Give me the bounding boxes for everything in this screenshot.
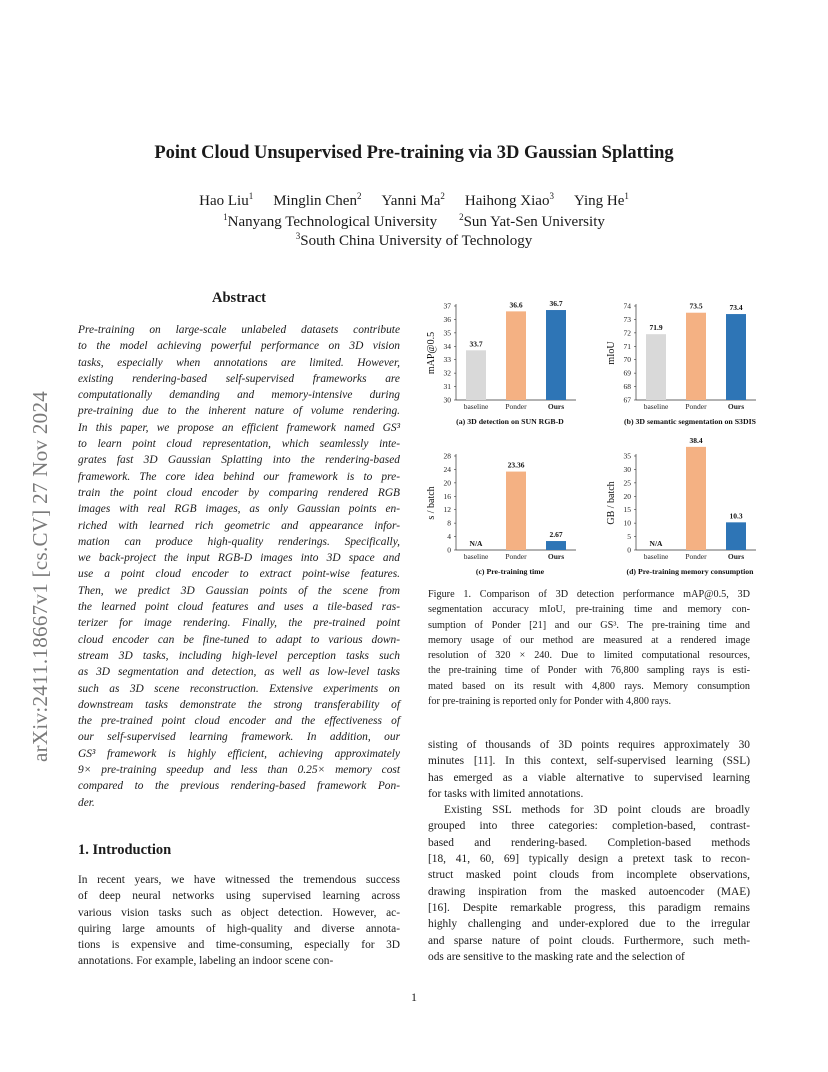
right-column-text xyxy=(428,737,750,965)
bar-baseline xyxy=(646,334,666,400)
text-line: stream 3D tasks, including high-level perception tasks such xyxy=(78,649,400,662)
category-label: Ponder xyxy=(685,552,707,561)
text-line: mation can produce high-quality renderings. Specifically, xyxy=(78,535,400,548)
author-name: Haihong Xiao xyxy=(464,193,550,209)
chart-title: (d) Pre-training memory consumption xyxy=(626,567,754,576)
text-line: resolution of 320 × 240. Due to limited computational resources, xyxy=(428,650,750,662)
text-line: our self-supervised learning framework. In addition, our xyxy=(78,731,400,744)
y-axis-label: mIoU xyxy=(606,341,617,365)
affiliation-sup: 1 xyxy=(223,212,228,222)
y-tick-label: 16 xyxy=(443,491,451,501)
y-tick-label: 35 xyxy=(623,451,631,461)
text-line: existing rendering-based self-supervised frameworks are xyxy=(78,372,400,385)
paragraph xyxy=(428,737,750,802)
text-line: segmentation accuracy mIoU, pre-training time and memory con- xyxy=(428,604,750,616)
affiliation-name: Sun Yat-Sen University xyxy=(463,214,605,230)
bar-ponder xyxy=(506,311,526,400)
data-label: 10.3 xyxy=(729,511,743,521)
data-label: 38.4 xyxy=(689,435,703,445)
y-tick-label: 71 xyxy=(623,341,631,351)
text-line: mated based on its result with 4,800 rays. Memory consumption xyxy=(428,680,750,692)
y-tick-label: 24 xyxy=(443,464,451,474)
intro-body xyxy=(78,872,400,970)
author-sup: 3 xyxy=(549,191,554,201)
category-label: Ponder xyxy=(505,402,527,411)
data-label: 73.5 xyxy=(689,301,703,311)
bar-ours xyxy=(726,314,746,400)
y-tick-label: 69 xyxy=(623,368,631,378)
affiliation xyxy=(459,214,605,230)
text-line: compared to the previous rendering-based framework Pon- xyxy=(78,780,400,793)
y-tick-label: 30 xyxy=(443,395,451,405)
text-line: for pre-training is reported only for Ponder with 4,800 rays. xyxy=(428,696,672,708)
data-label: 36.6 xyxy=(509,300,523,310)
data-label: 36.7 xyxy=(549,299,563,309)
abstract-body xyxy=(78,322,400,811)
text-line: Figure 1. Comparison of 3D detection performance mAP@0.5, 3D xyxy=(428,589,750,600)
chart-panel-3 xyxy=(426,452,576,577)
text-line: [18, 41, 60, 69] typically design a pretext task to recon- xyxy=(428,853,750,866)
text-line: cloud encoder can be fine-tuned to adapt to various down- xyxy=(78,633,400,646)
bar-baseline xyxy=(466,350,486,400)
author-sup: 2 xyxy=(440,191,445,201)
author xyxy=(199,193,253,209)
text-line: of deep neural networks using supervised learning across xyxy=(78,890,400,903)
y-axis-label: GB / batch xyxy=(606,481,617,525)
bar-ponder xyxy=(686,447,706,550)
text-line: In this paper, we propose an efficient framework named GS³ xyxy=(78,421,400,434)
text-line: the learned point cloud features and uses a tile-based ras- xyxy=(78,601,400,614)
category-label: Ours xyxy=(727,402,745,411)
text-line: train the point cloud encoder by comparing rendered RGB xyxy=(78,486,400,499)
text-line: drawing inspiration from the masked autoencoder (MAE) xyxy=(428,885,750,898)
arxiv-stamp: arXiv:2411.18667v1 [cs.CV] 27 Nov 2024 xyxy=(28,390,52,762)
text-line: terizer for image rendering. Finally, the pre-trained point xyxy=(78,617,400,630)
y-tick-label: 4 xyxy=(447,532,451,542)
text-line: GS³ framework is highly efficient, achieving approximately xyxy=(78,747,400,760)
text-line: the pre-training time of Ponder with 76,800 sampling rays is esti- xyxy=(428,665,750,677)
category-label: Ponder xyxy=(685,402,707,411)
y-tick-label: 28 xyxy=(443,451,451,461)
author-name: Ying He xyxy=(573,193,625,209)
chart-panel-4 xyxy=(606,436,756,576)
y-tick-label: 8 xyxy=(447,518,451,528)
category-label: Ours xyxy=(547,552,565,561)
y-tick-label: 5 xyxy=(627,532,631,542)
text-line: for tasks with limited annotations. xyxy=(428,787,584,800)
author xyxy=(574,193,629,209)
category-label: baseline xyxy=(643,552,669,561)
author-sup: 2 xyxy=(356,191,362,201)
data-label: 2.67 xyxy=(549,530,563,540)
y-tick-label: 68 xyxy=(623,382,631,392)
text-line: tasks, especially when annotations are limited. However, xyxy=(78,356,400,369)
chart-title: (b) 3D semantic segmentation on S3DIS xyxy=(624,417,756,426)
author-sup: 1 xyxy=(248,191,254,201)
text-line: Then, we predict 3D Gaussian points of the scene from xyxy=(78,584,400,597)
bar-ours xyxy=(546,310,566,400)
y-tick-label: 37 xyxy=(443,301,451,311)
data-label: N/A xyxy=(469,539,483,548)
text-line: grates fast 3D Gaussian Splatting into the rendering-based xyxy=(78,454,400,467)
abstract-heading: Abstract xyxy=(212,290,266,306)
author-name: Yanni Ma xyxy=(381,193,441,209)
text-line: computationally demanding and memory-intensive during xyxy=(78,389,400,402)
text-line: the pre-trained point cloud encoder and the effectiveness of xyxy=(78,715,400,728)
text-line: such as 3D scene reconstruction. Extensive experiments on xyxy=(78,682,400,695)
chart-title: (a) 3D detection on SUN RGB-D xyxy=(456,417,564,426)
affiliation-sup: 2 xyxy=(459,212,464,222)
category-label: Ponder xyxy=(505,552,527,561)
text-line: [16]. Despite remarkable progress, this paradigm remains xyxy=(428,901,750,914)
y-tick-label: 36 xyxy=(443,314,451,324)
text-line: der. xyxy=(78,796,95,809)
y-tick-label: 32 xyxy=(443,368,451,378)
text-line: use a point cloud encoder to extract point-wise features. xyxy=(78,568,400,581)
intro-heading: 1. Introduction xyxy=(78,842,172,858)
text-line: we back-project the input RGB-D images into 3D space and xyxy=(78,552,400,565)
chart-title: (c) Pre-training time xyxy=(475,567,545,576)
text-line: annotations. For example, labeling an indoor scene con- xyxy=(78,955,334,968)
bar-ponder xyxy=(506,472,526,550)
category-label: baseline xyxy=(643,402,669,411)
text-line: various vision tasks such as object detection. However, ac- xyxy=(78,906,400,919)
author-name: Hao Liu xyxy=(199,193,249,209)
author xyxy=(273,193,361,209)
author-list xyxy=(0,193,828,210)
category-label: baseline xyxy=(463,402,489,411)
text-line: memory usage of our method are measured at a rendered image xyxy=(428,634,750,646)
y-tick-label: 10 xyxy=(623,518,631,528)
data-label: 73.4 xyxy=(729,303,743,313)
text-line: as 3D segmentation and detection, as well as low-level tasks xyxy=(78,666,400,679)
text-line: framework. The core idea behind our framework is to pre- xyxy=(78,470,400,483)
bar-ours xyxy=(546,541,566,550)
y-tick-label: 35 xyxy=(443,328,451,338)
y-tick-label: 20 xyxy=(443,478,451,488)
category-label: Ours xyxy=(547,402,565,411)
affiliation-line-2 xyxy=(0,233,828,250)
y-tick-label: 67 xyxy=(623,395,631,405)
chart-panel-2 xyxy=(606,302,756,427)
text-line: Pre-training on large-scale unlabeled datasets contribute xyxy=(78,324,400,336)
text-line: and sparse nature of point clouds. Furthermore, such meth- xyxy=(428,934,750,947)
paragraph xyxy=(428,802,750,965)
y-tick-label: 30 xyxy=(623,464,631,474)
affiliation-line-1 xyxy=(0,214,828,231)
affiliation xyxy=(223,214,437,230)
figure-caption xyxy=(428,587,750,709)
arxiv-stamp-container xyxy=(28,282,58,762)
data-label: 71.9 xyxy=(649,323,663,333)
y-tick-label: 31 xyxy=(443,382,451,392)
text-line: based and rendering-based. Completion-based methods xyxy=(428,836,750,849)
text-line: has emerged as a viable alternative to supervised learning xyxy=(428,771,750,784)
text-line: ods are sensitive to the masking rate and the selection of xyxy=(428,950,685,963)
y-tick-label: 73 xyxy=(623,314,631,324)
bar-ours xyxy=(726,522,746,550)
text-line: In recent years, we have witnessed the tremendous success xyxy=(78,874,400,886)
y-tick-label: 25 xyxy=(623,478,631,488)
page-number: 1 xyxy=(411,990,417,1004)
data-label: 33.7 xyxy=(469,339,483,349)
author-name: Minglin Chen xyxy=(273,193,357,209)
paper-title: Point Cloud Unsupervised Pre-training via 3D Gaussian Splatting xyxy=(154,143,674,163)
affiliation-sup: 3 xyxy=(295,231,301,241)
figure-1-charts xyxy=(410,292,770,582)
y-axis-label: s / batch xyxy=(426,486,437,520)
text-line: images with real RGB images, as only Gaussian points en- xyxy=(78,503,400,516)
author xyxy=(381,193,444,209)
data-label: N/A xyxy=(649,539,663,548)
category-label: baseline xyxy=(463,552,489,561)
y-axis-label: mAP@0.5 xyxy=(426,331,437,375)
y-tick-label: 72 xyxy=(623,328,631,338)
y-tick-label: 33 xyxy=(443,355,451,365)
data-label: 23.36 xyxy=(507,460,525,470)
affiliation-name: Nanyang Technological University xyxy=(227,214,438,230)
text-line: 9× pre-training speedup and less than 0.25× memory cost xyxy=(78,764,400,777)
y-tick-label: 74 xyxy=(623,301,631,311)
text-line: downstream tasks demonstrate the strong transferability of xyxy=(78,698,400,711)
text-line: highly challenging and under-explored due to the irregular xyxy=(428,918,750,931)
text-line: to the model achieving powerful performance on 3D vision xyxy=(78,340,400,353)
text-line: grouped into three categories: completion-based, contrast- xyxy=(428,820,750,833)
text-line: quiring large amounts of high-quality and diverse annota- xyxy=(78,922,400,935)
category-label: Ours xyxy=(727,552,745,561)
author xyxy=(465,193,554,209)
text-line: sumption of Ponder [21] and our GS³. The pre-training time and xyxy=(428,619,750,631)
y-tick-label: 70 xyxy=(623,355,631,365)
affiliation-name: South China University of Technology xyxy=(300,233,533,249)
chart-panel-1 xyxy=(426,299,576,426)
y-tick-label: 15 xyxy=(623,505,631,515)
text-line: riched with learned rich geometric and appearance infor- xyxy=(78,519,400,532)
author-sup: 1 xyxy=(624,191,629,201)
y-tick-label: 0 xyxy=(627,545,631,555)
bar-ponder xyxy=(686,313,706,400)
text-line: minutes [11]. In this context, self-supervised learning (SSL) xyxy=(428,755,750,768)
y-tick-label: 20 xyxy=(623,491,631,501)
y-tick-label: 12 xyxy=(443,505,451,515)
y-tick-label: 34 xyxy=(443,341,451,351)
y-tick-label: 0 xyxy=(447,545,451,555)
text-line: tions is expensive and time-consuming, especially for 3D xyxy=(78,939,400,952)
text-line: Existing SSL methods for 3D point clouds are broadly xyxy=(444,804,750,817)
text-line: struct masked point clouds from incomplete observations, xyxy=(428,869,750,882)
text-line: to learn point cloud representation, which seamlessly inte- xyxy=(78,438,400,451)
text-line: sisting of thousands of 3D points requires approximately 30 xyxy=(428,739,750,751)
text-line: pre-training due to the inherent nature of volume rendering. xyxy=(78,405,400,418)
